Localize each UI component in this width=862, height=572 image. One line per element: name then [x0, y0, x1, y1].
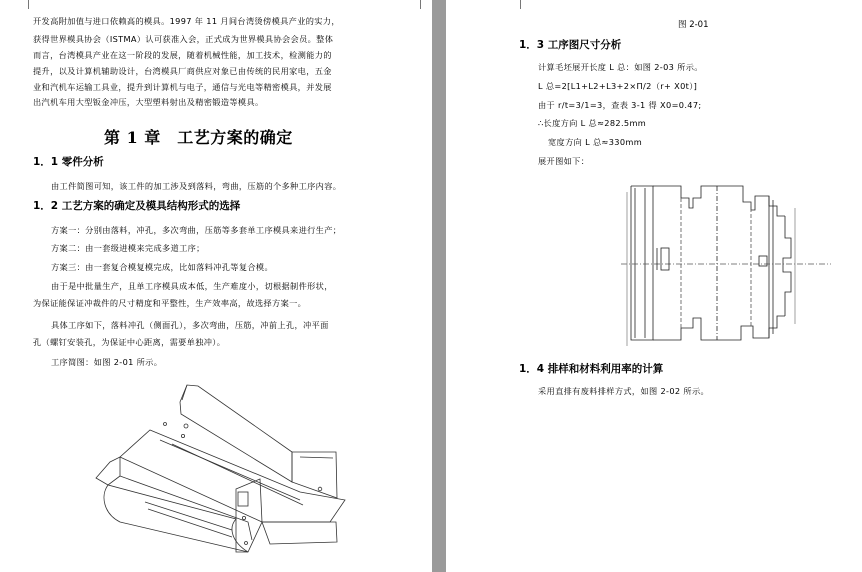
formula-line: ∴长度方向 L 总≈282.5mm: [538, 118, 647, 128]
page-gutter: [432, 0, 446, 572]
option-line: 方案三：由一套复合模复模完成，比如落料冲孔等复合模。: [51, 262, 273, 272]
paragraph-line: 采用直排有废料排样方式，如图 2-02 所示。: [538, 386, 710, 396]
paragraph-line: 而言，台湾模具产业在这一阶段的发展，随着机械性能，加工技术，检测能力的: [33, 50, 332, 60]
document-page-right: [446, 0, 862, 572]
unfolded-blank-drawing: [621, 178, 841, 350]
paragraph-line: 孔（螺钉安装孔，为保证中心距离，需要单独冲）。: [33, 337, 226, 347]
paragraph-line: 业和汽机车运输工具业，提升到计算机与电子，通信与光电等精密模具，并发展: [33, 82, 332, 92]
paragraph-line: 由工件简图可知，该工件的加工涉及到落料，弯曲，压筋的个多种工序内容。: [51, 181, 342, 191]
paragraph-line: 开发高附加值与进口依赖高的模具。1997 年 11 月间台湾烫傍模具产业的实力，: [33, 16, 340, 26]
option-line: 方案一：分别由落料，冲孔，多次弯曲，压筋等多套单工序模具来进行生产；: [51, 225, 342, 235]
paragraph-line: 由于是中批量生产，且单工序模具成本低，生产难度小，切根据制件形状，: [51, 281, 333, 291]
formula-line: 宽度方向 L 总≈330mm: [548, 137, 643, 147]
crop-mark: [28, 0, 29, 9]
crop-mark: [420, 0, 421, 9]
paragraph-line: 获得世界模具协会（ISTMA）认可获准入会，正式成为世界模具协会会员。整体: [33, 34, 334, 44]
section-heading: 1．4 排样和材料利用率的计算: [519, 363, 664, 375]
section-heading: 1．2 工艺方案的确定及模具结构形式的选择: [33, 200, 241, 212]
paragraph-line: 工序简图：如图 2-01 所示。: [51, 357, 163, 367]
section-heading: 1．3 工序图尺寸分析: [519, 39, 622, 51]
option-line: 方案二：由一套级进模来完成多道工序；: [51, 243, 205, 253]
section-heading: 1．1 零件分析: [33, 156, 104, 168]
paragraph-line: 出汽机车用大型钣金冲压，大型塑料射出及精密锻造等模具。: [33, 97, 264, 107]
formula-line: 由于 r/t=3/1=3，查表 3-1 得 X0=0.47;: [538, 100, 702, 110]
paragraph-line: 提升，以及计算机辅助设计，台湾模具厂商供应对象已由传统的民用家电，五金: [33, 66, 332, 76]
figure-caption: 图 2-01: [678, 20, 709, 30]
formula-line: 计算毛坯展开长度 L 总：如图 2-03 所示。: [538, 62, 703, 72]
paragraph-line: 为保证能保证冲裁件的尺寸精度和平整性，生产效率高，故选择方案一。: [33, 298, 307, 308]
crop-mark: [520, 0, 521, 9]
chapter-title: 第 1 章 工艺方案的确定: [104, 128, 293, 147]
formula-line: 展开图如下：: [538, 156, 590, 166]
part-isometric-figure: [0, 372, 432, 572]
formula-line: L 总=2[L1+L2+L3+2×Π/2（r+ X0t）]: [538, 81, 698, 91]
paragraph-line: 具体工序如下，落料冲孔（侧面孔），多次弯曲，压筋，冲前上孔，冲平面: [51, 320, 329, 330]
